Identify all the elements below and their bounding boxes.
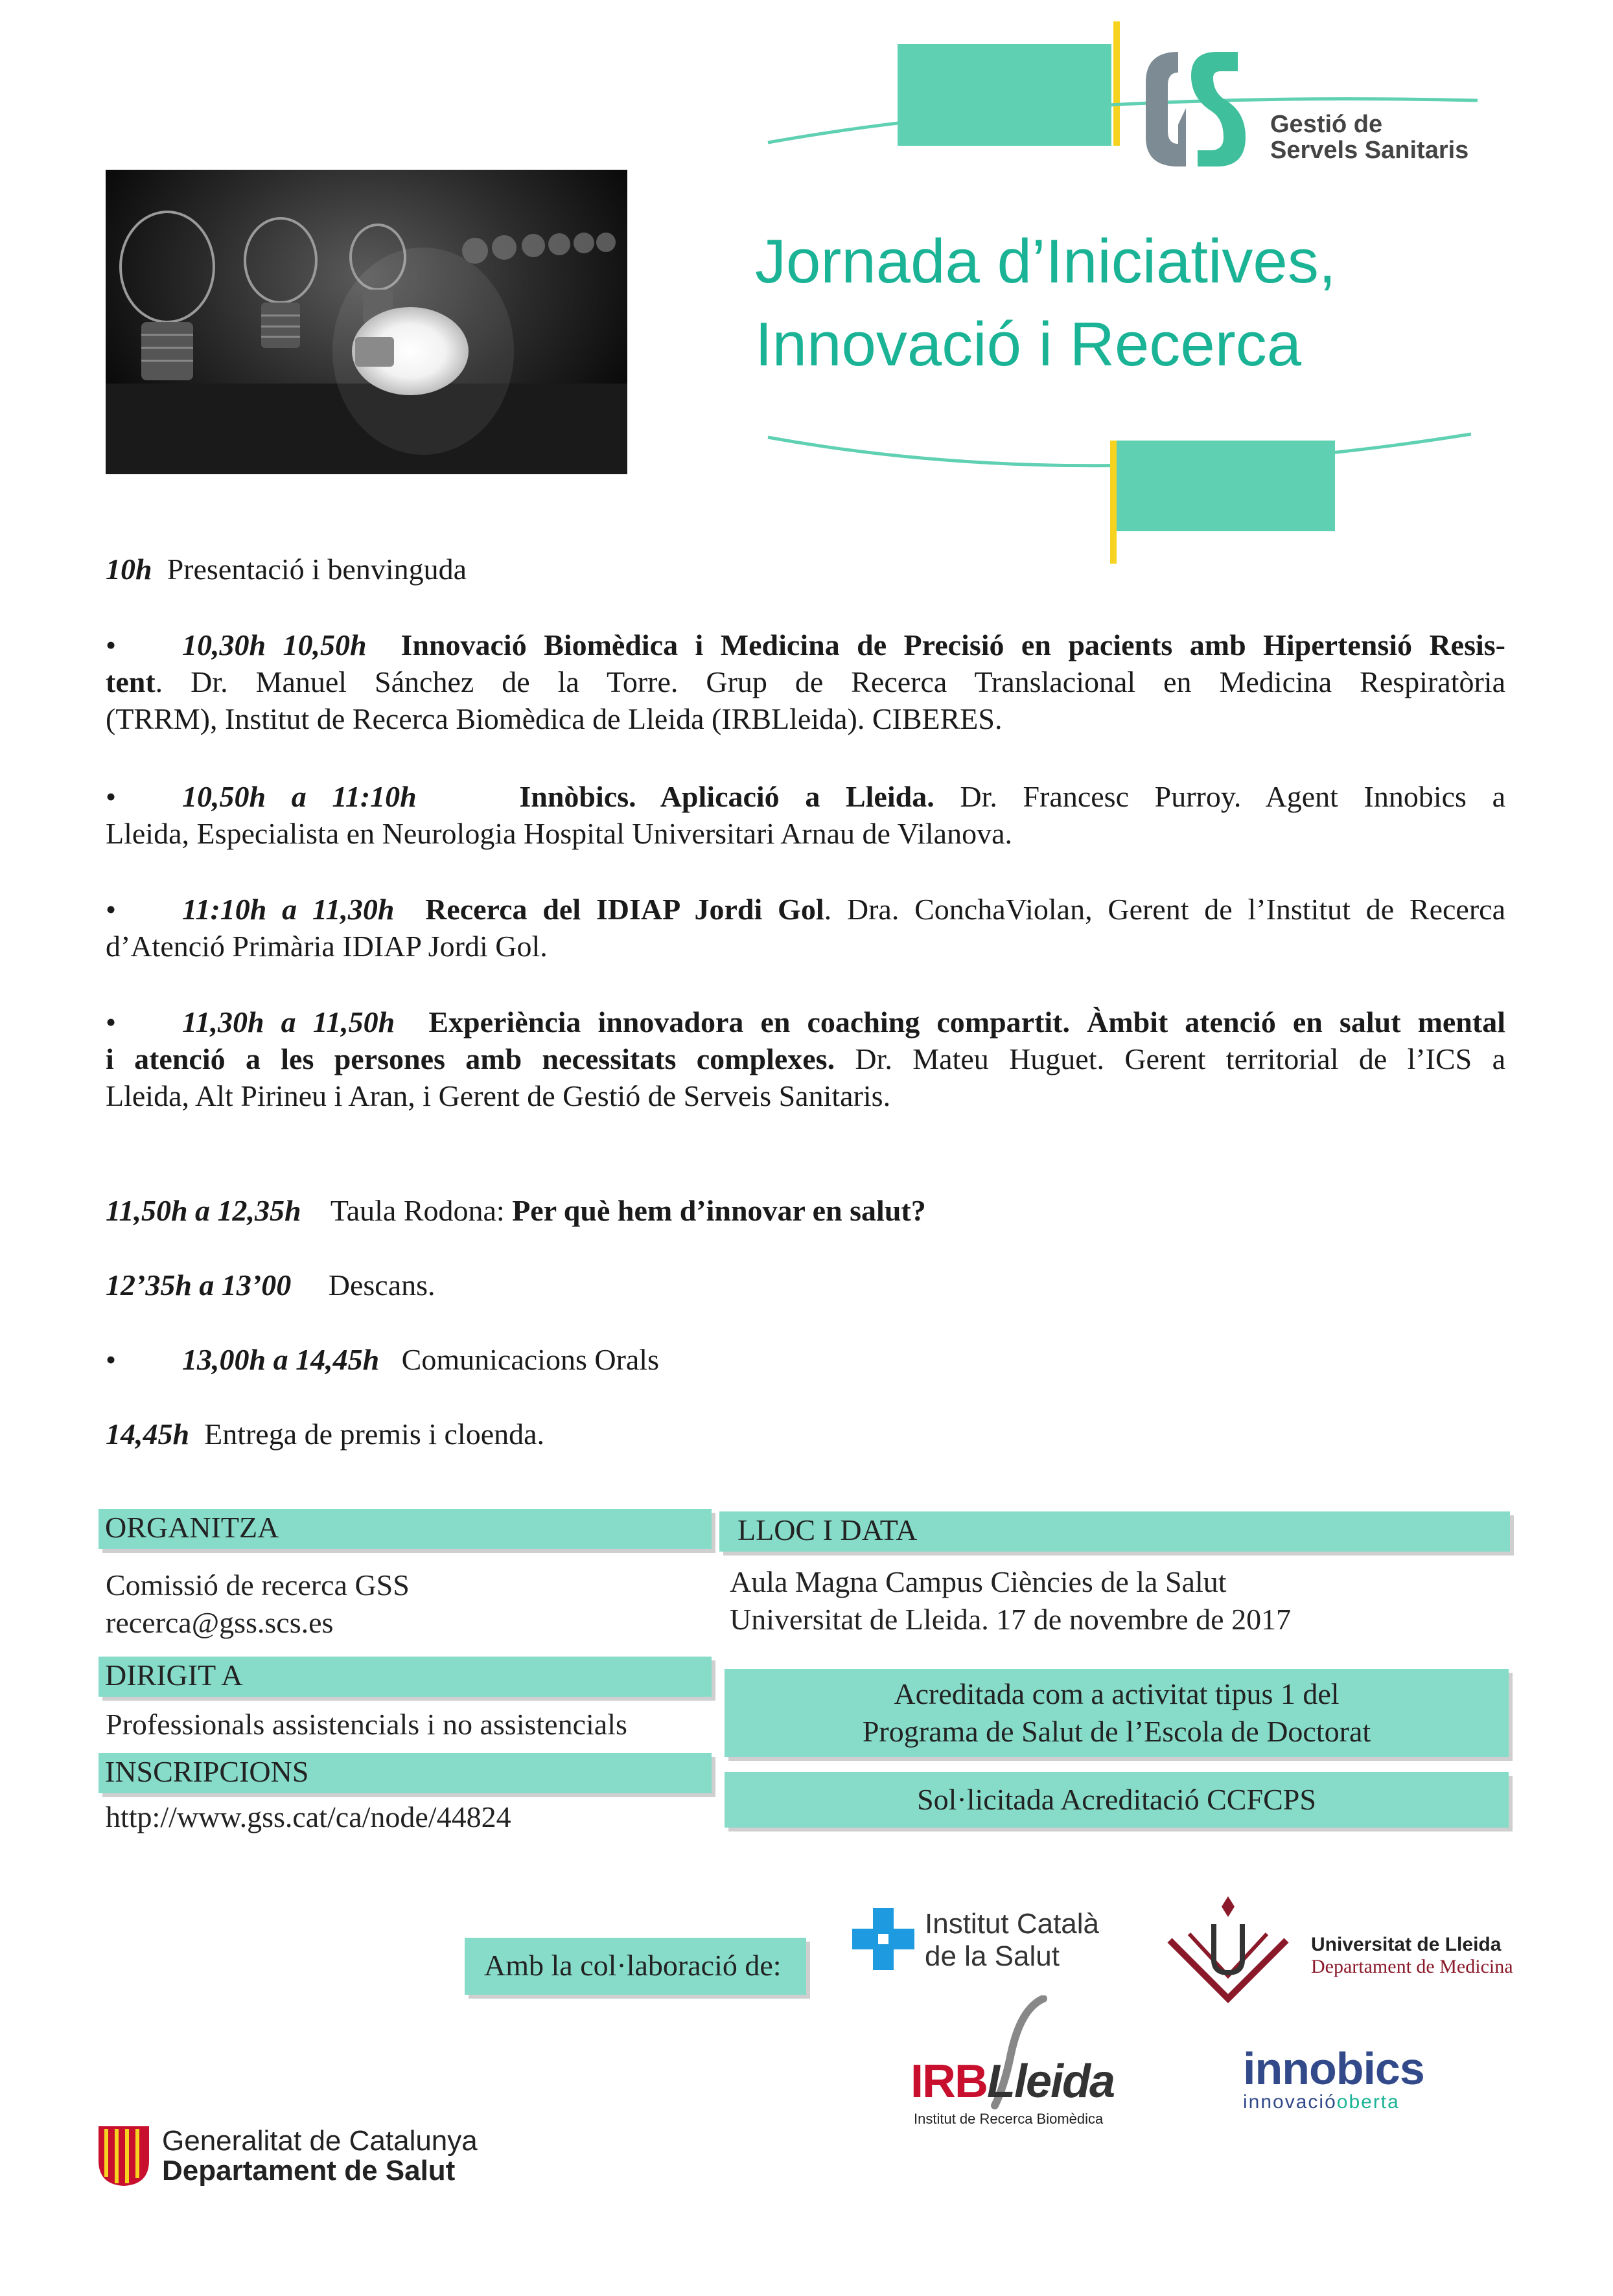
dirigit-label: DIRIGIT A [105, 1659, 243, 1692]
item-desc: . Dra. ConchaViolan, Gerent de l’Institut de Recerca [824, 893, 1505, 926]
agenda-intro [106, 551, 1505, 588]
item-time: 10,30h 10,50h [182, 628, 367, 661]
bullet: • [106, 628, 117, 661]
item-title: Recerca del IDIAP Jordi Gol [425, 893, 824, 926]
generalitat-emblem-icon [97, 2125, 150, 2187]
organitza-email: recerca@gss.scs.es [106, 1606, 334, 1639]
collab-box [465, 1938, 806, 1995]
udl-emblem-icon [1163, 1895, 1299, 2005]
title-line1: Jornada d’Iniciatives, [755, 227, 1336, 296]
agenda [106, 551, 1505, 1452]
comm-time: 13,00h a 14,45h [182, 1343, 380, 1376]
organitza-line1: Comissió de recerca GSS [106, 1568, 410, 1601]
agenda-round-table [106, 1192, 1505, 1229]
round-time: 11,50h a 12,35h [106, 1194, 301, 1227]
intro-time: 10h [106, 553, 152, 586]
organitza-header [99, 1509, 712, 1549]
innobics-logo [1243, 2043, 1450, 2117]
solicitada-box [725, 1772, 1509, 1828]
comm-text: Comunicacions Orals [401, 1343, 659, 1376]
gss-logo-line2: Servels Sanitaris [1270, 137, 1469, 164]
organitza-label: ORGANITZA [105, 1511, 279, 1544]
header-yellow-bar-bottom [1110, 441, 1117, 564]
item-desc: Dr. Francesc Purroy. Agent Innobics a [960, 780, 1506, 813]
header-teal-block-bottom [1115, 441, 1335, 531]
organitza-content [106, 1567, 410, 1642]
gen-line1: Generalitat de Catalunya [162, 2125, 478, 2157]
round-label: Taula Rodona: [330, 1194, 505, 1227]
irb-main1: IRB [911, 2056, 987, 2107]
inscripcions-label: INSCRIPCIONS [105, 1755, 309, 1788]
bullet: • [106, 1005, 117, 1039]
agenda-item [106, 891, 1505, 965]
ics-logo [852, 1908, 1124, 1979]
irblleida-logo [911, 1995, 1131, 2125]
ics-cross-icon [852, 1908, 914, 1970]
lloc-content [730, 1563, 1291, 1638]
item-time: 11:10h a 11,30h [182, 893, 395, 926]
page-title [755, 220, 1468, 386]
dirigit-text: Professionals assistencials i no assistencials [106, 1708, 627, 1741]
irb-main2: Lleida [987, 2056, 1115, 2107]
acreditada-line2: Programa de Salut de l’Escola de Doctorat [862, 1715, 1371, 1748]
bullet: • [106, 1343, 117, 1376]
udl-line2: Departament de Medicina [1311, 1956, 1513, 1977]
lloc-label: LLOC I DATA [737, 1513, 918, 1546]
acreditada-line1: Acreditada com a activitat tipus 1 del [894, 1677, 1340, 1710]
agenda-closing [106, 1416, 1505, 1452]
item-title: Experiència innovadora en coaching compartit. Àmbit atenció en salut mental [428, 1005, 1505, 1039]
lightbulbs-photo [106, 170, 627, 474]
gss-logo [1141, 47, 1516, 176]
item-time: 10,50h a 11:10h [182, 780, 417, 813]
ics-line2: de la Salut [925, 1940, 1060, 1972]
gss-logo-mark [1141, 47, 1260, 170]
break-text: Descans. [328, 1269, 435, 1302]
item-desc-cont: Lleida, Alt Pirineu i Aran, i Gerent de Gestió de Serveis Sanitaris. [106, 1079, 891, 1112]
title-line2: Innovació i Recerca [755, 310, 1302, 379]
innobics-main: innobics [1243, 2043, 1424, 2094]
item-desc-cont: (TRRM), Institut de Recerca Biomèdica de Lleida (IRBLleida). CIBERES. [106, 702, 1003, 735]
udl-logo [1163, 1895, 1526, 2005]
gss-logo-line1: Gestió de [1270, 111, 1383, 138]
agenda-break [106, 1267, 1505, 1303]
acreditada-box [725, 1669, 1509, 1757]
item-time: 11,30h a 11,50h [182, 1005, 395, 1039]
collab-text: Amb la col·laboració de: [484, 1949, 782, 1982]
ics-line1: Institut Català [925, 1908, 1100, 1940]
gen-line2: Departament de Salut [162, 2155, 456, 2187]
item-title: Innòbics. Aplicació a Lleida. [519, 780, 934, 813]
lloc-line2: Universitat de Lleida. 17 de novembre de 2017 [730, 1603, 1292, 1636]
agenda-item [106, 626, 1505, 737]
agenda-item [106, 778, 1505, 852]
item-desc: Dr. Mateu Huguet. Gerent territorial de l’ICS a [855, 1042, 1505, 1075]
lloc-header [719, 1511, 1510, 1552]
agenda-item [106, 1341, 1505, 1378]
irb-sub: Institut de Recerca Biomèdica [914, 2111, 1104, 2127]
innobics-sub1: innovació [1243, 2091, 1337, 2113]
intro-text: Presentació i benvinguda [167, 553, 467, 586]
innobics-sub2: oberta [1336, 2091, 1400, 2113]
agenda-item [106, 1004, 1505, 1114]
close-time: 14,45h [106, 1418, 190, 1451]
bullet: • [106, 780, 117, 813]
item-desc-cont: d’Atenció Primària IDIAP Jordi Gol. [106, 930, 548, 963]
inscripcions-header [99, 1753, 712, 1793]
lloc-line1: Aula Magna Campus Ciències de la Salut [730, 1565, 1227, 1598]
udl-line1: Universitat de Lleida [1311, 1934, 1502, 1955]
solicitada-text: Sol·licitada Acreditació CCFCPS [917, 1783, 1316, 1816]
item-title: Innovació Biomèdica i Medicina de Precisió en pacients amb Hipertensió Resis- [400, 628, 1506, 661]
dirigit-header [99, 1657, 712, 1697]
close-text: Entrega de premis i cloenda. [204, 1418, 545, 1451]
item-desc-cont: Lleida, Especialista en Neurologia Hospital Universitari Arnau de Vilanova. [106, 817, 1012, 850]
item-desc: . Dr. Manuel Sánchez de la Torre. Grup de Recerca Translacional en Medicina Respiratòria [155, 665, 1505, 698]
generalitat-logo [97, 2125, 525, 2190]
item-title-cont: tent [106, 665, 156, 698]
inscripcions-link[interactable]: http://www.gss.cat/ca/node/44824 [106, 1800, 511, 1833]
bullet: • [106, 893, 117, 926]
item-title-cont: i atenció a les persones amb necessitats complexes. [106, 1042, 835, 1075]
break-time: 12’35h a 13’00 [106, 1269, 292, 1302]
round-title: Per què hem d’innovar en salut? [512, 1194, 926, 1227]
